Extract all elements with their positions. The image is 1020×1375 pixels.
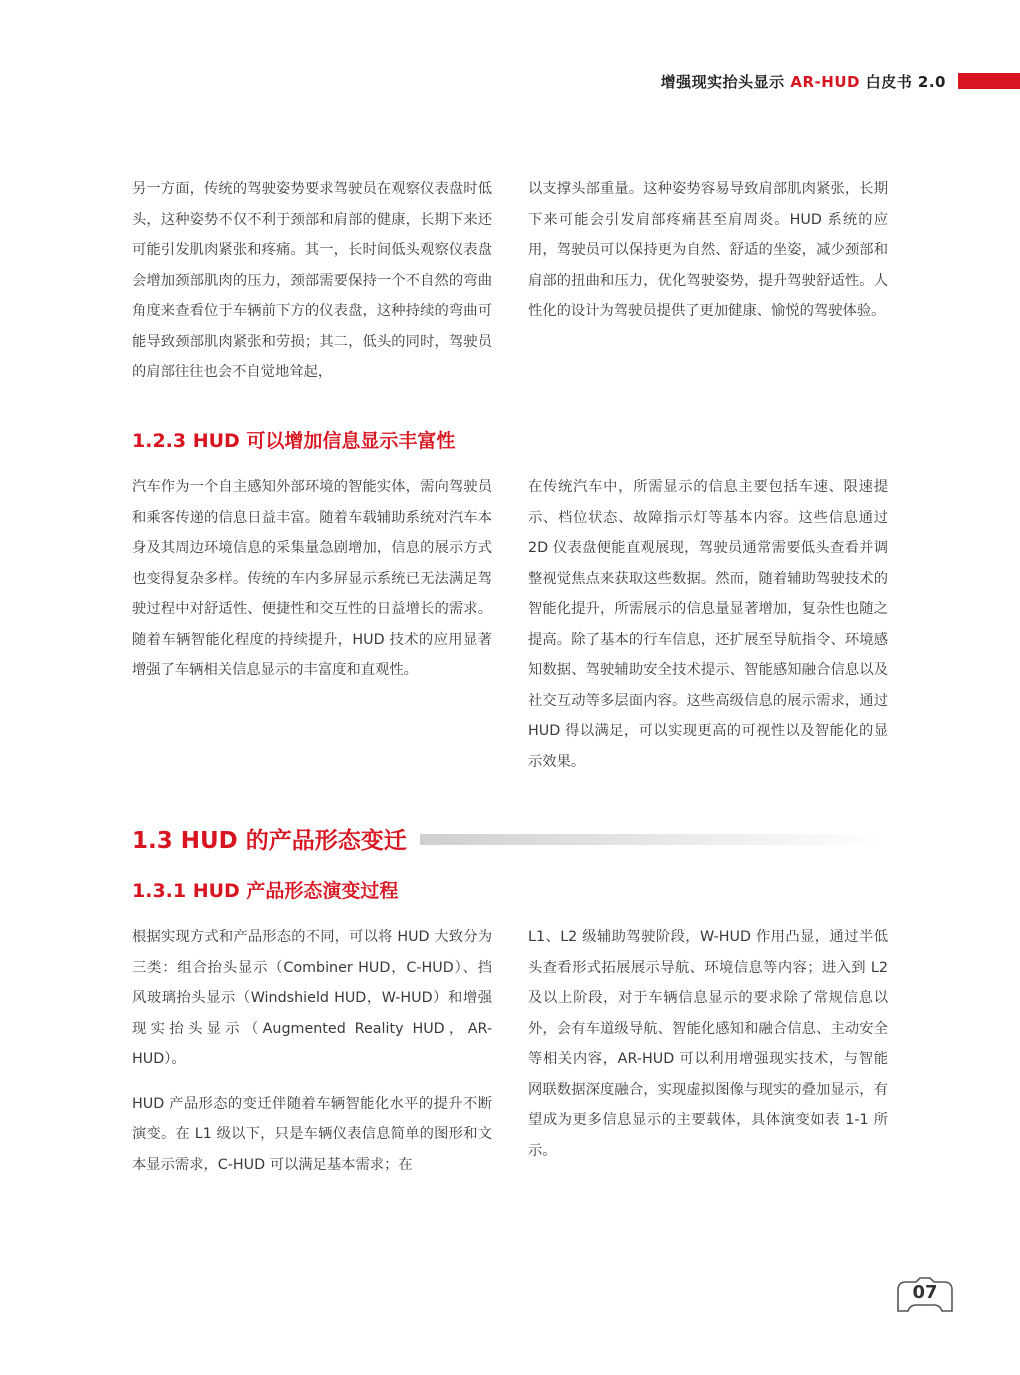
heading-1-3-1: 1.3.1 HUD 产品形态演变过程 (132, 880, 399, 902)
block3-right-column (528, 922, 888, 1166)
block1-left-column (132, 174, 492, 388)
page-number: 07 (912, 1282, 938, 1303)
heading-1-2-3: 1.2.3 HUD 可以增加信息显示丰富性 (132, 430, 456, 452)
block3-left-column (132, 922, 492, 1180)
paragraph: L1、L2 级辅助驾驶阶段，W-HUD 作用凸显，通过半低头查看形式拓展展示导航、环境信息等内容；进入到 L2 及以上阶段，对于车辆信息显示的要求除了常规信息以外，会有车道级导航、智能化感知和融合信息、主动安全等相关内容，AR-HUD 可以利用增强现实技术，与智能网联数据深度融合，实现虚拟图像与现实的叠加显示，有望成为更多信息显示的主要载体，具体演变如表 1-1 所示。 (528, 929, 888, 1159)
header-title-accent: AR-HUD (790, 72, 860, 91)
header-red-bar (958, 73, 1020, 89)
header-title: 增强现实抬头显示 AR-HUD 白皮书 2.0 (660, 72, 946, 91)
paragraph: 汽车作为一个自主感知外部环境的智能实体，需向驾驶员和乘客传递的信息日益丰富。随着车载辅助系统对汽车本身及其周边环境信息的采集量急剧增加，信息的展示方式也变得复杂多样。传统的车内多屏显示系统已无法满足驾驶过程中对舒适性、便捷性和交互性的日益增长的需求。随着车辆智能化程度的持续提升，HUD 技术的应用显著增强了车辆相关信息显示的丰富度和直观性。 (132, 479, 492, 678)
paragraph: 在传统汽车中，所需显示的信息主要包括车速、限速提示、档位状态、故障指示灯等基本内容。这些信息通过 2D 仪表盘便能直观展现，驾驶员通常需要低头查看并调整视觉焦点来获取这些数据。然而，随着辅助驾驶技术的智能化提升，所需展示的信息量显著增加，复杂性也随之提高。除了基本的行车信息，还扩展至导航指令、环境感知数据、驾驶辅助安全技术提示、智能感知融合信息以及社交互动等多层面内容。这些高级信息的展示需求，通过 HUD 得以满足，可以实现更高的可视性以及智能化的显示效果。 (528, 479, 888, 770)
running-header (661, 70, 1020, 92)
block2-left-column (132, 472, 492, 686)
page-number-badge (892, 1276, 958, 1316)
block2-right-column (528, 472, 888, 777)
paragraph: HUD 产品形态的变迁伴随着车辆智能化水平的提升不断演变。在 L1 级以下，只是车辆仪表信息简单的图形和文本显示需求，C-HUD 可以满足基本需求；在 (132, 1095, 492, 1173)
paragraph: 根据实现方式和产品形态的不同，可以将 HUD 大致分为三类：组合抬头显示（Combiner HUD，C-HUD）、挡风玻璃抬头显示（Windshield HUD，W-HUD）和增强现实抬头显示（Augmented Reality HUD，AR-HUD）。 (132, 929, 492, 1067)
paragraph: 另一方面，传统的驾驶姿势要求驾驶员在观察仪表盘时低头，这种姿势不仅不利于颈部和肩部的健康，长期下来还可能引发肌肉紧张和疼痛。其一，长时间低头观察仪表盘会增加颈部肌肉的压力，颈部需要保持一个不自然的弯曲角度来查看位于车辆前下方的仪表盘，这种持续的弯曲可能导致颈部肌肉紧张和劳损；其二，低头的同时，驾驶员的肩部往往也会不自觉地耸起， (132, 181, 492, 380)
heading-1-3: 1.3 HUD 的产品形态变迁 (132, 828, 407, 854)
section-gradient-rule (420, 834, 888, 845)
paragraph: 以支撑头部重量。这种姿势容易导致肩部肌肉紧张，长期下来可能会引发肩部疼痛甚至肩周炎。HUD 系统的应用，驾驶员可以保持更为自然、舒适的坐姿，减少颈部和肩部的扭曲和压力，优化驾驶姿势，提升驾驶舒适性。人性化的设计为驾驶员提供了更加健康、愉悦的驾驶体验。 (528, 181, 888, 319)
block1-right-column (528, 174, 888, 327)
